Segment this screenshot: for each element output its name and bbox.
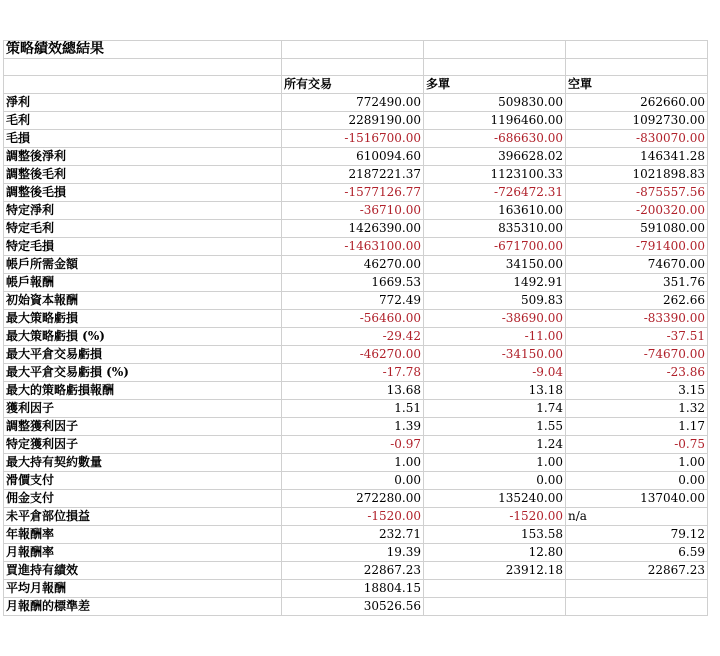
metric-value[interactable]: -9.04	[424, 364, 566, 382]
table-row	[4, 166, 708, 184]
cell[interactable]	[566, 41, 708, 59]
metric-value[interactable]: 509830.00	[424, 94, 566, 112]
table-row	[4, 580, 708, 598]
table-row	[4, 130, 708, 148]
metric-value[interactable]: 772490.00	[282, 94, 424, 112]
metric-value[interactable]: -726472.31	[424, 184, 566, 202]
metric-label[interactable]: 滑價支付	[4, 472, 282, 490]
metric-value[interactable]: -830070.00	[566, 130, 708, 148]
metric-value[interactable]: 1123100.33	[424, 166, 566, 184]
table-row	[4, 418, 708, 436]
metric-value[interactable]: -686630.00	[424, 130, 566, 148]
metric-label[interactable]: 特定獲利因子	[4, 436, 282, 454]
table-row	[4, 364, 708, 382]
performance-table	[3, 40, 708, 616]
metric-value[interactable]: 1492.91	[424, 274, 566, 292]
metric-value[interactable]: -23.86	[566, 364, 708, 382]
metric-value[interactable]: -791400.00	[566, 238, 708, 256]
metric-value[interactable]: 30526.56	[282, 598, 424, 616]
table-row	[4, 202, 708, 220]
table-row	[4, 382, 708, 400]
metric-value[interactable]: 232.71	[282, 526, 424, 544]
table-row	[4, 544, 708, 562]
metric-label[interactable]: 最大平倉交易虧損 (%)	[4, 364, 282, 382]
sheet-title[interactable]: 策略績效總結果	[4, 41, 282, 59]
table-row	[4, 526, 708, 544]
metric-label[interactable]: 調整後毛損	[4, 184, 282, 202]
metric-label[interactable]: 月報酬的標準差	[4, 598, 282, 616]
metric-label[interactable]: 特定毛損	[4, 238, 282, 256]
metric-value[interactable]: 1.32	[566, 400, 708, 418]
metric-value[interactable]: 2187221.37	[282, 166, 424, 184]
metric-value[interactable]: -875557.56	[566, 184, 708, 202]
metric-value[interactable]: 163610.00	[424, 202, 566, 220]
table-row	[4, 256, 708, 274]
metric-value[interactable]: -671700.00	[424, 238, 566, 256]
cell[interactable]	[4, 59, 282, 76]
metric-value[interactable]: -36710.00	[282, 202, 424, 220]
table-row	[4, 472, 708, 490]
metric-value[interactable]: -1520.00	[424, 508, 566, 526]
metric-value[interactable]: 74670.00	[566, 256, 708, 274]
metric-value[interactable]: -37.51	[566, 328, 708, 346]
metric-label[interactable]: 毛利	[4, 112, 282, 130]
metric-value[interactable]: 1.51	[282, 400, 424, 418]
header-short[interactable]: 空單	[566, 76, 708, 94]
metric-value[interactable]	[566, 580, 708, 598]
metric-value[interactable]: 46270.00	[282, 256, 424, 274]
metric-value[interactable]: 12.80	[424, 544, 566, 562]
metric-value[interactable]: -17.78	[282, 364, 424, 382]
metric-value[interactable]: 509.83	[424, 292, 566, 310]
metric-value[interactable]: 22867.23	[282, 562, 424, 580]
table-row	[4, 454, 708, 472]
metric-value[interactable]: 0.00	[282, 472, 424, 490]
metric-value[interactable]: 772.49	[282, 292, 424, 310]
metric-value[interactable]: 22867.23	[566, 562, 708, 580]
metric-value[interactable]: 1.24	[424, 436, 566, 454]
metric-value[interactable]: 23912.18	[424, 562, 566, 580]
metric-value[interactable]	[424, 598, 566, 616]
metric-value[interactable]: -1577126.77	[282, 184, 424, 202]
metric-value[interactable]: 146341.28	[566, 148, 708, 166]
metric-value[interactable]: 610094.60	[282, 148, 424, 166]
table-row	[4, 112, 708, 130]
spreadsheet	[3, 40, 708, 616]
table-row	[4, 310, 708, 328]
metric-value[interactable]: -1516700.00	[282, 130, 424, 148]
metric-value[interactable]: 1.00	[282, 454, 424, 472]
title-row	[4, 41, 708, 59]
metric-value[interactable]: 1.17	[566, 418, 708, 436]
metric-value[interactable]: 13.68	[282, 382, 424, 400]
metric-value[interactable]: 1.00	[566, 454, 708, 472]
metric-value[interactable]: -38690.00	[424, 310, 566, 328]
metric-value[interactable]: 6.59	[566, 544, 708, 562]
metric-value[interactable]: -1463100.00	[282, 238, 424, 256]
metric-value[interactable]: 19.39	[282, 544, 424, 562]
metric-value[interactable]: 3.15	[566, 382, 708, 400]
table-row	[4, 508, 708, 526]
metric-value[interactable]: 18804.15	[282, 580, 424, 598]
metric-value[interactable]: 1669.53	[282, 274, 424, 292]
metric-label[interactable]: 未平倉部位損益	[4, 508, 282, 526]
table-row	[4, 184, 708, 202]
table-row	[4, 94, 708, 112]
cell[interactable]	[4, 76, 282, 94]
metric-value[interactable]: -83390.00	[566, 310, 708, 328]
header-row	[4, 76, 708, 94]
metric-value[interactable]: -46270.00	[282, 346, 424, 364]
metric-label[interactable]: 調整後毛利	[4, 166, 282, 184]
header-all-trades[interactable]: 所有交易	[282, 76, 424, 94]
metric-value[interactable]: -0.75	[566, 436, 708, 454]
metric-value[interactable]: 2289190.00	[282, 112, 424, 130]
metric-value[interactable]	[424, 580, 566, 598]
table-row	[4, 274, 708, 292]
table-row	[4, 292, 708, 310]
metric-value[interactable]: 1196460.00	[424, 112, 566, 130]
metric-value[interactable]: n/a	[566, 508, 708, 526]
metric-value[interactable]: 153.58	[424, 526, 566, 544]
table-row	[4, 328, 708, 346]
metric-label[interactable]: 買進持有績效	[4, 562, 282, 580]
metric-value[interactable]: -74670.00	[566, 346, 708, 364]
metric-value[interactable]: 1.74	[424, 400, 566, 418]
table-row	[4, 562, 708, 580]
metric-label[interactable]: 最大持有契約數量	[4, 454, 282, 472]
cell[interactable]	[566, 59, 708, 76]
metric-label[interactable]: 初始資本報酬	[4, 292, 282, 310]
metric-value[interactable]: 1426390.00	[282, 220, 424, 238]
table-row	[4, 400, 708, 418]
metric-label[interactable]: 調整獲利因子	[4, 418, 282, 436]
metric-value[interactable]: 79.12	[566, 526, 708, 544]
metric-value[interactable]	[566, 598, 708, 616]
cell[interactable]	[424, 59, 566, 76]
header-long[interactable]: 多單	[424, 76, 566, 94]
metric-value[interactable]: 351.76	[566, 274, 708, 292]
cell[interactable]	[282, 59, 424, 76]
metric-value[interactable]: 1092730.00	[566, 112, 708, 130]
metric-value[interactable]: -200320.00	[566, 202, 708, 220]
metric-label[interactable]: 淨利	[4, 94, 282, 112]
metric-value[interactable]: 1.00	[424, 454, 566, 472]
metric-value[interactable]: 34150.00	[424, 256, 566, 274]
metric-label[interactable]: 最大策略虧損 (%)	[4, 328, 282, 346]
blank-row	[4, 59, 708, 76]
metric-value[interactable]: 835310.00	[424, 220, 566, 238]
metric-value[interactable]: 591080.00	[566, 220, 708, 238]
metric-value[interactable]: 0.00	[566, 472, 708, 490]
metric-value[interactable]: 13.18	[424, 382, 566, 400]
metric-value[interactable]: 396628.02	[424, 148, 566, 166]
metric-value[interactable]: -11.00	[424, 328, 566, 346]
table-row	[4, 490, 708, 508]
table-row	[4, 598, 708, 616]
metric-label[interactable]: 調整後淨利	[4, 148, 282, 166]
metric-label[interactable]: 佣金支付	[4, 490, 282, 508]
metric-value[interactable]: -29.42	[282, 328, 424, 346]
cell[interactable]	[424, 41, 566, 59]
metric-value[interactable]: 272280.00	[282, 490, 424, 508]
metric-value[interactable]: 1.55	[424, 418, 566, 436]
metric-value[interactable]: 262660.00	[566, 94, 708, 112]
table-row	[4, 148, 708, 166]
table-row	[4, 238, 708, 256]
metric-value[interactable]: -34150.00	[424, 346, 566, 364]
metric-label[interactable]: 帳戶報酬	[4, 274, 282, 292]
metric-value[interactable]: -0.97	[282, 436, 424, 454]
metric-label[interactable]: 獲利因子	[4, 400, 282, 418]
metric-value[interactable]: 135240.00	[424, 490, 566, 508]
metric-value[interactable]: 1021898.83	[566, 166, 708, 184]
metric-label[interactable]: 最大平倉交易虧損	[4, 346, 282, 364]
metric-label[interactable]: 平均月報酬	[4, 580, 282, 598]
metric-label[interactable]: 最大策略虧損	[4, 310, 282, 328]
metric-label[interactable]: 年報酬率	[4, 526, 282, 544]
metric-value[interactable]: -1520.00	[282, 508, 424, 526]
table-row	[4, 436, 708, 454]
metric-label[interactable]: 帳戶所需金額	[4, 256, 282, 274]
metric-value[interactable]: -56460.00	[282, 310, 424, 328]
table-row	[4, 220, 708, 238]
metric-value[interactable]: 262.66	[566, 292, 708, 310]
metric-value[interactable]: 0.00	[424, 472, 566, 490]
metric-label[interactable]: 毛損	[4, 130, 282, 148]
metric-label[interactable]: 最大的策略虧損報酬	[4, 382, 282, 400]
cell[interactable]	[282, 41, 424, 59]
metric-value[interactable]: 137040.00	[566, 490, 708, 508]
metric-label[interactable]: 特定毛利	[4, 220, 282, 238]
metric-label[interactable]: 特定淨利	[4, 202, 282, 220]
metric-value[interactable]: 1.39	[282, 418, 424, 436]
metric-label[interactable]: 月報酬率	[4, 544, 282, 562]
table-row	[4, 346, 708, 364]
